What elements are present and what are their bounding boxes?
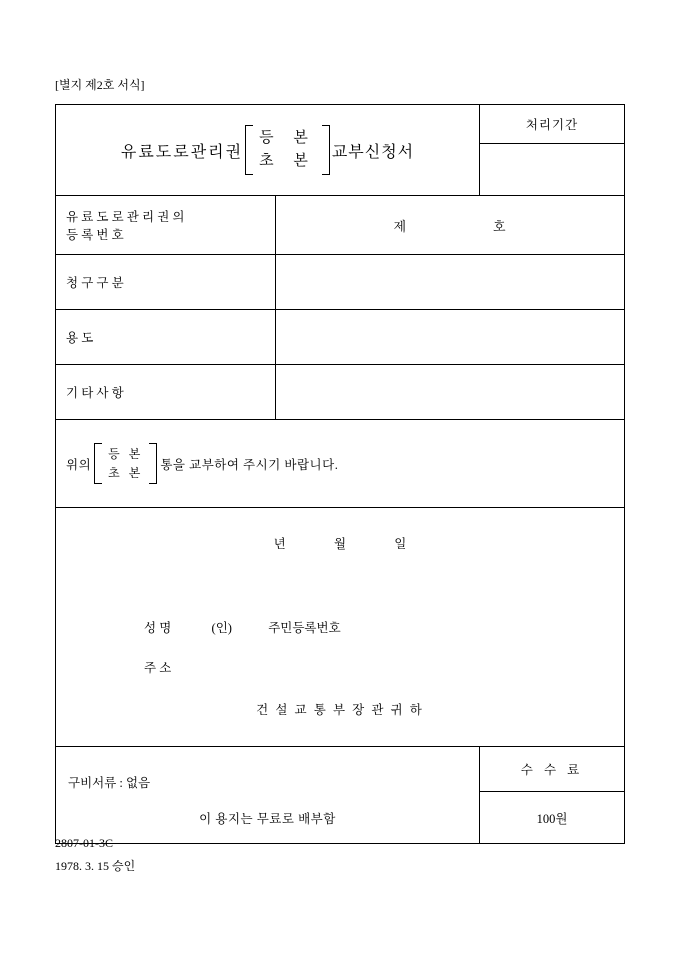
registration-number-suffix: 호 [493,218,507,234]
field-label-line1: 용 도 [66,331,94,345]
note-approval-date: 1978. 3. 15 승인 [55,858,136,873]
footer-row [56,747,624,843]
field-label-registration-number [56,196,276,254]
seal-mark: (인) [211,621,232,635]
fee-header: 수 수 료 [480,747,624,792]
title-wrap [121,125,414,176]
field-label-other-matters [56,365,276,419]
field-value-other-matters[interactable] [276,365,624,419]
field-row-other-matters [56,365,624,420]
request-sentence-row [56,420,624,508]
note-form-code: 2807-01-3C [55,836,113,850]
date-line[interactable] [56,534,624,552]
field-label-request-type [56,255,276,309]
field-label-line2: 등 록 번 호 [66,228,124,242]
field-label-line1: 유 료 도 로 관 리 권 의 [66,210,185,224]
title-bracket-options [253,125,322,176]
fee-column [480,747,624,843]
registration-number-prefix: 제 [393,218,407,234]
bracket-left-icon [245,125,253,176]
free-distribution-notice: 이 용지는 무료로 배부함 [199,812,336,826]
request-suffix: 통을 교부하여 주시기 바랍니다. [160,457,339,472]
title-option-chobon: 초 본 [259,153,316,169]
field-value-purpose[interactable] [276,310,624,364]
title-cell [56,105,480,195]
bracket-left-icon [94,443,102,484]
request-bracket-options [102,443,149,484]
field-value-registration-number[interactable] [276,196,624,254]
fee-value: 100원 [536,811,568,826]
request-bracket-group [94,443,157,484]
name-line[interactable] [144,618,341,636]
address-line[interactable] [144,658,171,676]
bracket-right-icon [149,443,157,484]
title-row [56,105,624,196]
processing-period-value [480,144,624,195]
title-prefix: 유료도로관리권 [120,143,244,161]
recipient-organization: 건 설 교 통 부 장 관 귀 하 [256,703,424,717]
address-label: 주 소 [144,661,172,675]
request-option-deungbon: 등 본 [108,446,144,461]
title-suffix: 교부신청서 [331,143,415,161]
footer-left-cell [56,747,480,843]
field-row-registration-number [56,196,624,255]
processing-period-column [480,105,624,195]
date-day-label: 일 [394,537,407,551]
title-bracket-group [245,125,330,176]
date-year-label: 년 [273,537,286,551]
document-notes [55,832,135,878]
field-label-purpose [56,310,276,364]
request-prefix: 위의 [66,457,92,472]
processing-period-header: 처리기간 [480,105,624,144]
field-row-request-type [56,255,624,310]
title-option-deungbon: 등 본 [259,129,316,146]
form-tag: [별지 제2호 서식] [55,78,145,92]
field-value-request-type[interactable] [276,255,624,309]
date-month-label: 월 [333,537,347,551]
field-label-line1: 기 타 사 항 [66,386,124,400]
field-label-line1: 청 구 구 분 [66,276,124,290]
request-sentence [66,443,338,484]
request-option-chobon: 초 본 [108,465,144,480]
required-documents: 구비서류 : 없음 [68,776,151,790]
bracket-right-icon [322,125,330,176]
signature-block [56,508,624,747]
name-label: 성 명 [144,621,172,635]
resident-number-label: 주민등록번호 [268,621,341,635]
field-row-purpose [56,310,624,365]
application-form-table [55,104,625,844]
